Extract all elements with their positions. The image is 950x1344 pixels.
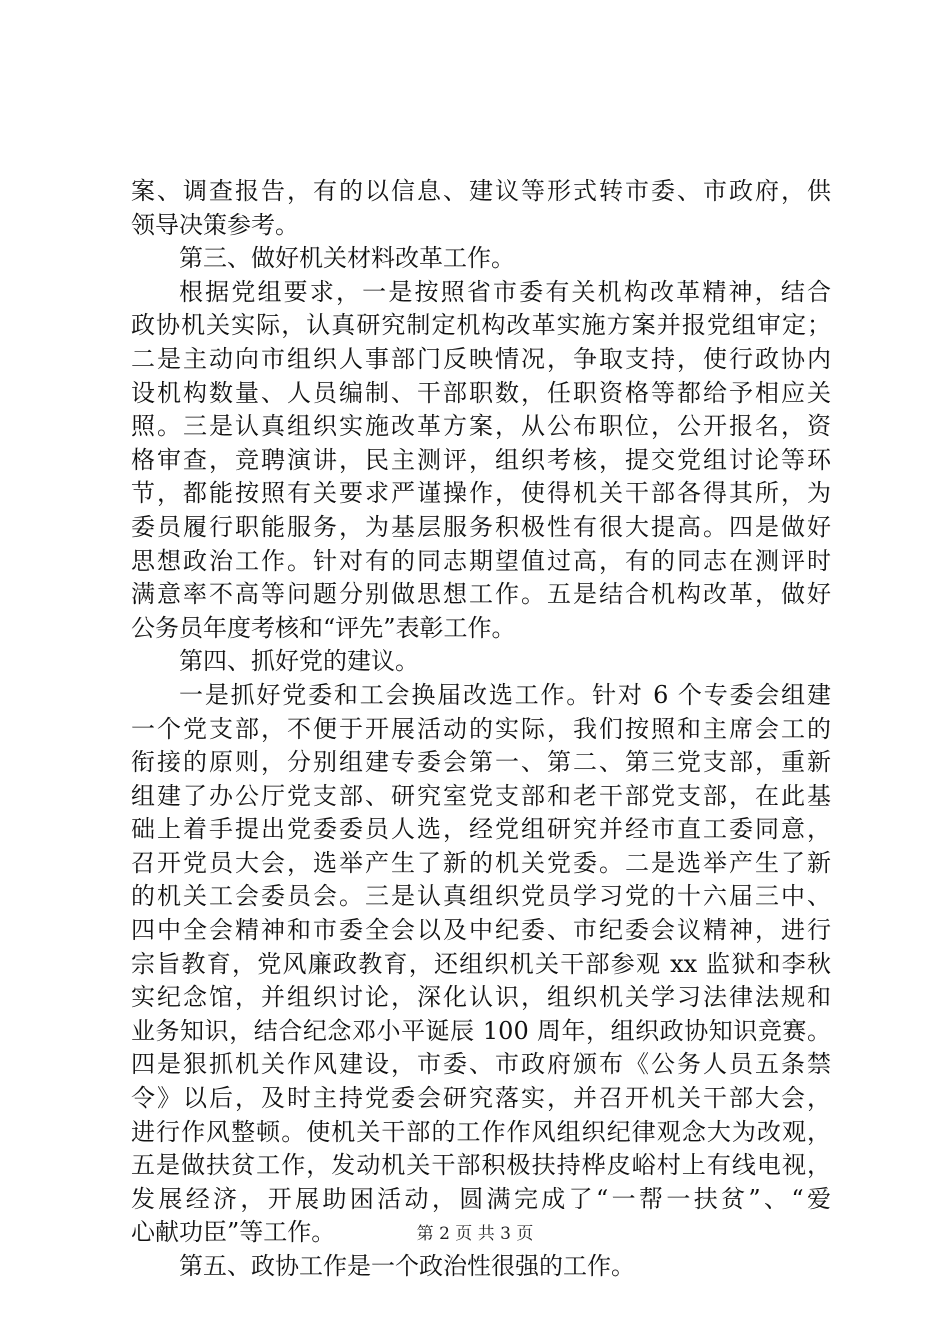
- text-line: 节，都能按照有关要求严谨操作，使得机关干部各得其所，为: [131, 479, 831, 508]
- text-line: 二是主动向市组织人事部门反映情况，争取支持，使行政协内: [131, 344, 831, 373]
- text-line: 组建了办公厅党支部、研究室党支部和老干部党支部，在此基: [131, 781, 831, 810]
- text-line: 宗旨教育，党风廉政教育，还组织机关干部参观 xx 监狱和李秋: [131, 949, 831, 978]
- text-line: 令》以后，及时主持党委会研究落实，并召开机关干部大会，: [131, 1084, 831, 1113]
- section-heading: 第三、做好机关材料改革工作。: [179, 244, 515, 273]
- section-heading: 第五、政协工作是一个政治性很强的工作。: [179, 1252, 635, 1280]
- text-line: 公务员年度考核和“评先”表彰工作。: [131, 613, 516, 642]
- section-heading: 第四、抓好党的建议。: [179, 647, 419, 676]
- text-line: 根据党组要求，一是按照省市委有关机构改革精神，结合: [179, 277, 831, 306]
- text-line: 召开党员大会，选举产生了新的机关党委。二是选举产生了新: [131, 848, 831, 877]
- text-line: 实纪念馆，并组织讨论，深化认识，组织机关学习法律法规和: [131, 983, 831, 1012]
- text-line: 满意率不高等问题分别做思想工作。五是结合机构改革，做好: [131, 580, 831, 609]
- text-line: 进行作风整顿。使机关干部的工作作风组织纪律观念大为改观，: [131, 1117, 831, 1146]
- document-body: [131, 175, 831, 1284]
- text-line: 一是抓好党委和工会换届改选工作。针对 6 个专委会组建: [179, 680, 831, 709]
- text-line: 照。三是认真组织实施改革方案，从公布职位，公开报名，资: [131, 412, 831, 441]
- text-line: 心献功臣”等工作。: [131, 1218, 336, 1247]
- text-line: 四是狠抓机关作风建设，市委、市政府颁布《公务人员五条禁: [131, 1050, 831, 1079]
- text-line: 领导决策参考。: [131, 210, 299, 239]
- text-line: 政协机关实际，认真研究制定机构改革实施方案并报党组审定；: [131, 311, 831, 340]
- text-line: 的机关工会委员会。三是认真组织党员学习党的十六届三中、: [131, 882, 831, 911]
- text-line: 思想政治工作。针对有的同志期望值过高，有的同志在测评时: [131, 546, 831, 575]
- text-line: 五是做扶贫工作，发动机关干部积极扶持桦皮峪村上有线电视，: [131, 1151, 831, 1180]
- text-line: 一个党支部，不便于开展活动的实际，我们按照和主席会工的: [131, 714, 831, 743]
- text-line: 衔接的原则，分别组建专委会第一、第二、第三党支部，重新: [131, 748, 831, 777]
- page-number-footer: 第 2 页 共 3 页: [416, 1224, 534, 1244]
- text-line: 础上着手提出党委委员人选，经党组研究并经市直工委同意，: [131, 815, 831, 844]
- text-line: 案、调查报告，有的以信息、建议等形式转市委、市政府，供: [131, 177, 831, 205]
- text-line: 设机构数量、人员编制、干部职数，任职资格等都给予相应关: [131, 378, 831, 407]
- text-line: 四中全会精神和市委全会以及中纪委、市纪委会议精神，进行: [131, 916, 831, 945]
- text-line: 格审查，竞聘演讲，民主测评，组织考核，提交党组讨论等环: [131, 445, 831, 474]
- text-line: 委员履行职能服务，为基层服务积极性有很大提高。四是做好: [131, 512, 831, 541]
- text-line: 业务知识，结合纪念邓小平诞辰 100 周年，组织政协知识竞赛。: [131, 1016, 831, 1045]
- text-line: 发展经济，开展助困活动，圆满完成了“一帮一扶贫”、“爱: [131, 1184, 831, 1213]
